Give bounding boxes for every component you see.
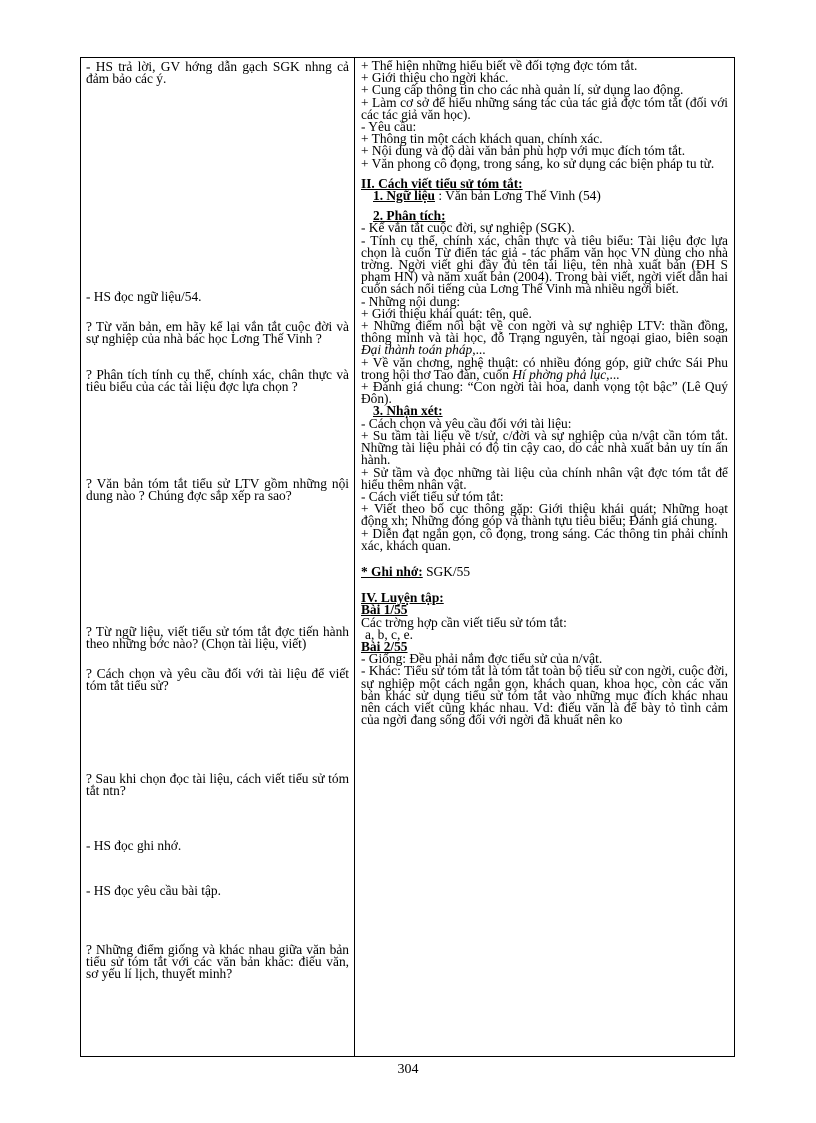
section-heading-ii: II. Cách viết tiểu sử tóm tắt:: [361, 175, 523, 191]
ellipsis: ,...: [606, 366, 620, 382]
subheading-material: 1. Ngữ liệu: [373, 188, 435, 204]
requirement-item: + Nội dung và độ dài văn bản phù hợp với mục đích tóm tắt.: [361, 143, 686, 159]
analysis-item: - Những nội dung:: [361, 293, 461, 309]
exercise-2-different: - Khác: Tiểu sử tóm tắt là tóm tắt toàn bộ tiểu sử con ngời, cuộc đời, sự nghiệp một cách ngắn gọn, khách quan, khoa học, còn các văn bản khác sử dụng tiểu sử tóm tắt vào những mục đích khác nhau nên cách viết cũng khác nhau. Vd: điếu văn là để bày tỏ tình cảm của ngời đang sống đối với ngời đã khuất nên ko: [361, 663, 728, 728]
analysis-subitem: + Đánh giá chung: “Con ngời tài hoa, danh vọng tột bậc” (Lê Quý Đôn).: [361, 379, 728, 407]
notes-line: [361, 563, 728, 579]
notes-ref: SGK/55: [426, 563, 471, 579]
purpose-item: + Giới thiệu cho ngời khác.: [361, 70, 509, 86]
material-text: : Văn bản Lơng Thế Vinh (54): [438, 188, 601, 204]
ellipsis: ,...: [472, 342, 486, 358]
analysis-subitem: + Giới thiệu khái quát: tên, quê.: [361, 305, 532, 321]
left-item-question-steps: ? Từ ngữ liệu, viết tiểu sử tóm tắt đợc tiến hành theo những bớc nào? (Chọn tài liệu, viết): [86, 624, 349, 652]
analysis-item: - Tính cụ thể, chính xác, chân thực và tiêu biểu: Tài liệu đợc lựa chọn là cuốn Từ điển tác giả - tác phẩm văn học VN dùng cho nhà trờng. Ngời viết ghi đầy đủ tên tài liệu, tên nhà xuất bản (ĐH S phạm HN) và năm xuất bản (2004). Trong bài viết, ngời viết dẫn hai cuốn sách nổi tiếng của Lơng Thế Vinh mà nhiều ngời biết.: [361, 232, 728, 297]
content-column: [355, 58, 734, 1056]
book-title: Đại thành toán pháp: [361, 342, 473, 358]
purpose-item: + Cung cấp thông tin cho các nhà quản lí, sử dụng lao động.: [361, 82, 684, 98]
purpose-item: + Làm cơ sở để hiểu những sáng tác của tác giả đợc tóm tắt (đối với các tác giả văn học).: [361, 94, 728, 122]
section-heading-iv: IV. Luyện tập:: [361, 590, 444, 606]
analysis-subitem: [361, 354, 728, 382]
remarks-subitem: + Sử tầm và đọc những tài liệu của chính nhân vật đợc tóm tắt để hiểu thêm nhân vật.: [361, 464, 728, 492]
lesson-table: [80, 57, 735, 1057]
left-item-question-content: ? Văn bản tóm tắt tiểu sử LTV gồm những nội dung nào ? Chúng đợc sắp xếp ra sao?: [86, 476, 349, 504]
purpose-item: + Thể hiện những hiểu biết về đối tợng đợc tóm tắt.: [361, 58, 638, 73]
remarks-item: - Cách viết tiểu sử tóm tắt:: [361, 488, 504, 504]
exercise-1-heading: Bài 1/55: [361, 602, 408, 618]
requirement-item: + Văn phong cô đọng, trong sáng, ko sử dụng các biện pháp tu từ.: [361, 155, 715, 171]
left-item-answer: - HS trả lời, GV hớng dẫn gạch SGK nhng cả đảm bảo các ý.: [86, 59, 349, 87]
left-item-question-analyze: ? Phân tích tính cụ thể, chính xác, chân thực và tiêu biểu của các tài liệu đợc lựa chọn ?: [86, 367, 349, 395]
requirements-label: - Yêu cầu:: [361, 119, 417, 135]
exercise-1-text: Các trờng hợp cần viết tiểu sử tóm tắt:: [361, 614, 567, 630]
notes-heading: * Ghi nhớ:: [361, 563, 423, 579]
remarks-subitem: + Diễn đạt ngắn gọn, cô đọng, trong sáng. Các thông tin phải chính xác, khách quan.: [361, 525, 728, 553]
left-item-read-notes: - HS đọc ghi nhớ.: [86, 838, 182, 853]
analysis-text: + Về văn chơng, nghệ thuật: có nhiều đóng góp, giữ chức Sái Phu trong hội thơ Tao đàn, cuốn: [361, 354, 728, 382]
left-item-question-retell: ? Từ văn bản, em hãy kể lại vắn tắt cuộc đời và sự nghiệp của nhà bác học Lơng Thế Vinh ?: [86, 319, 349, 347]
subsection-material: [361, 190, 728, 202]
remarks-subitem: + Su tầm tài liệu về t/sử, c/đời và sự nghiệp của n/vật cần tóm tắt. Những tài liệu phải có độ tin cậy cao, do các nhà xuất bản uy tín ấn hành.: [361, 427, 728, 468]
analysis-item: - Kể vắn tắt cuộc đời, sự nghiệp (SGK).: [361, 220, 575, 236]
subheading-remarks: 3. Nhận xét:: [373, 403, 443, 419]
left-item-read-material: - HS đọc ngữ liệu/54.: [86, 289, 202, 304]
requirement-item: + Thông tin một cách khách quan, chính xác.: [361, 131, 603, 147]
remarks-subitem: + Viết theo bố cục thông gặp: Giới thiệu khái quát; Những hoạt động xh; Những đóng góp và thành tựu tiêu biểu; Đánh giá chung.: [361, 501, 728, 529]
page-number: 304: [397, 1062, 419, 1077]
left-item-question-compare: ? Những điểm giống và khác nhau giữa văn bản tiểu sử tóm tắt với các văn bản khác: điếu văn, sơ yếu lí lịch, thuyết minh?: [86, 942, 349, 982]
exercise-2-heading: Bài 2/55: [361, 638, 408, 654]
left-item-read-exercise: - HS đọc yêu cầu bài tập.: [86, 883, 221, 898]
teacher-student-activity-column: [81, 58, 355, 1056]
exercise-1-answer: a, b, c, e.: [365, 626, 413, 642]
left-item-question-select: ? Cách chọn và yêu cầu đối với tài liệu để viết tóm tắt tiểu sử?: [86, 666, 349, 694]
analysis-text: + Những điểm nổi bật về con ngời và sự nghiệp LTV: thần đồng, thông minh và tài học, đỗ Trạng nguyên, tài ngoại giao, biên soạn: [361, 318, 728, 346]
remarks-item: - Cách chọn và yêu cầu đối với tài liệu:: [361, 415, 572, 431]
exercise-2-similar: - Giống: Đều phải nắm đợc tiểu sử của n/vật.: [361, 651, 603, 667]
left-item-question-write: ? Sau khi chọn đọc tài liệu, cách viết tiểu sử tóm tắt ntn?: [86, 771, 349, 799]
subheading-analysis: 2. Phân tích:: [373, 208, 446, 224]
analysis-subitem: [361, 320, 728, 357]
book-title: Hí phờng phả lục: [512, 366, 607, 382]
